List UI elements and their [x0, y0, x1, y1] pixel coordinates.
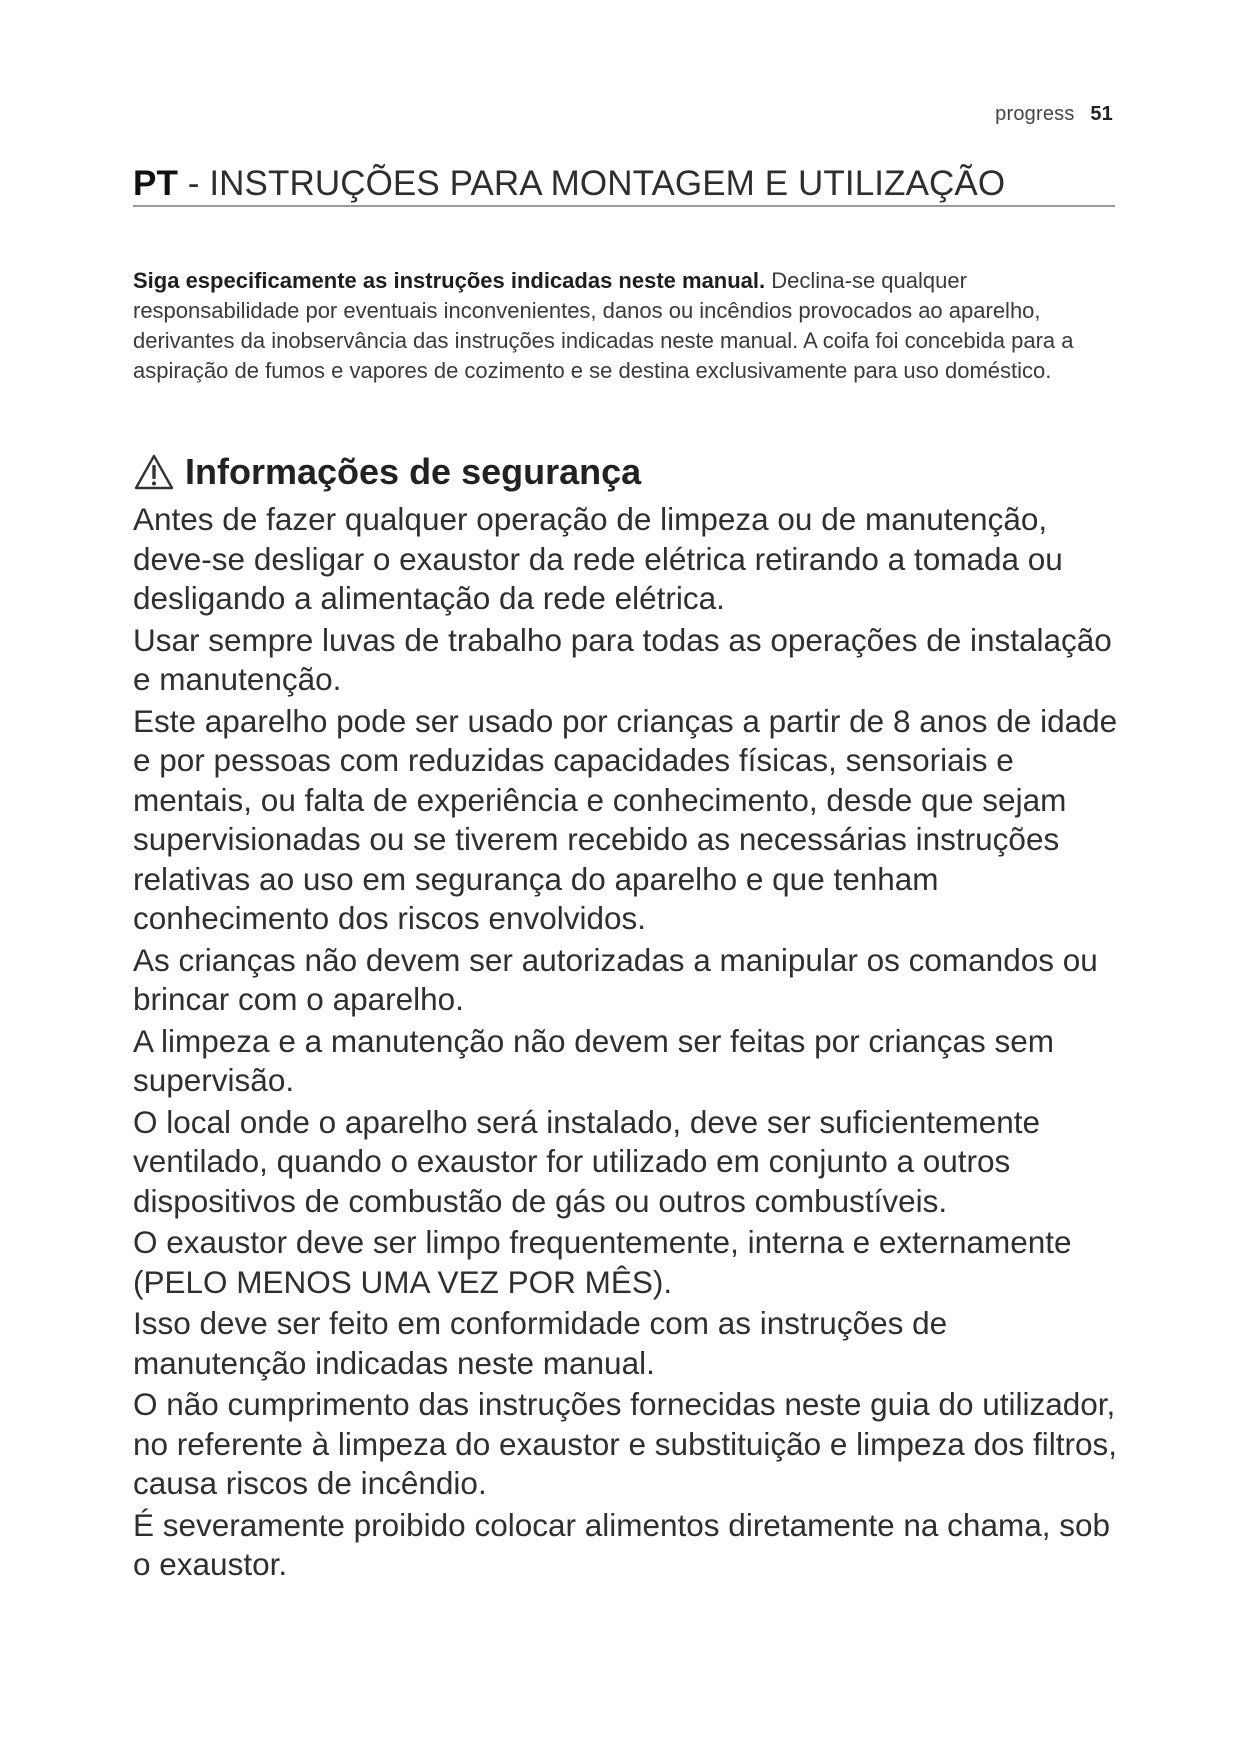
title-divider [133, 205, 1115, 207]
safety-paragraph: Antes de fazer qualquer operação de limpeza ou de manutenção, deve-se desligar o exaustor da rede elétrica retirando a tomada ou desligando a alimentação da rede elétrica. [133, 501, 1063, 616]
page-title [133, 162, 1115, 206]
intro-bold-text: Siga especificamente as instruções indicadas neste manual. [133, 268, 766, 293]
page-title-text: - INSTRUÇÕES PARA MONTAGEM E UTILIZAÇÃO [177, 164, 1006, 203]
page-number: 51 [1090, 103, 1113, 125]
running-header [995, 103, 1113, 126]
safety-paragraph: As crianças não devem ser autorizadas a manipular os comandos ou brincar com o aparelho. [133, 941, 1098, 1017]
safety-paragraph: O local onde o aparelho será instalado, deve ser suficientemente ventilado, quando o exaustor for utilizado em conjunto a outros dispositivos de combustão de gás ou outros combustíveis. [133, 1103, 1041, 1219]
safety-paragraph: Usar sempre luvas de trabalho para todas as operações de instalação e manutenção. [133, 621, 1112, 697]
safety-heading-text: Informações de segurança [185, 451, 642, 492]
language-code: PT [133, 164, 178, 203]
safety-instructions [133, 500, 1118, 1587]
safety-paragraph: É severamente proibido colocar alimentos diretamente na chama, sob o exaustor. [133, 1506, 1111, 1582]
intro-text: Declina-se qualquer responsabilidade por eventuais inconvenientes, danos ou incêndios provocados ao aparelho, derivantes da inobservância das instruções indicadas neste manual. A coifa foi concebida para a aspiração de fumos e vapores de cozimento e se destina exclusivamente para uso doméstico. [133, 268, 1074, 383]
safety-paragraph: O exaustor deve ser limpo frequentemente, interna e externamente (PELO MENOS UMA VEZ POR MÊS). [133, 1224, 1072, 1300]
safety-paragraph: Este aparelho pode ser usado por crianças a partir de 8 anos de idade e por pessoas com reduzidas capacidades físicas, sensoriais e mentais, ou falta de experiência e conhecimento, desde que sejam supervisionadas ou se tiverem recebido as necessárias instruções relativas ao uso em segurança do aparelho e que tenham conhecimento dos riscos envolvidos. [133, 702, 1118, 936]
warning-triangle-icon [133, 453, 175, 491]
safety-heading [133, 448, 641, 496]
safety-paragraph: Isso deve ser feito em conformidade com as instruções de manutenção indicadas neste manual. [133, 1305, 948, 1381]
safety-paragraph: A limpeza e a manutenção não devem ser feitas por crianças sem supervisão. [133, 1022, 1054, 1098]
safety-paragraph: O não cumprimento das instruções fornecidas neste guia do utilizador, no referente à limpeza do exaustor e substituição e limpeza dos filtros, causa riscos de incêndio. [133, 1386, 1118, 1501]
intro-paragraph [133, 266, 1113, 386]
brand-name: progress [995, 103, 1075, 125]
